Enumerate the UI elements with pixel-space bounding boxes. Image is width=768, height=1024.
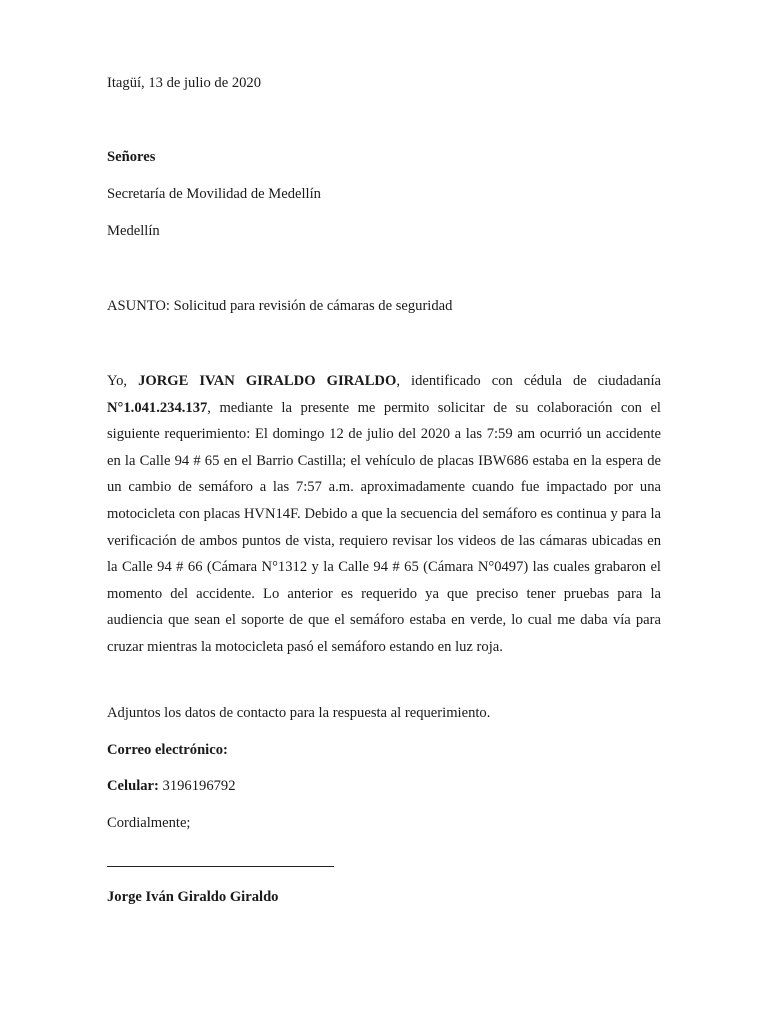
body-paragraph	[107, 368, 661, 661]
phone-value: 3196196792	[158, 778, 236, 794]
subject-line: ASUNTO: Solicitud para revisión de cámaras de seguridad	[107, 298, 453, 314]
recipient-organization: Secretaría de Movilidad de Medellín	[107, 186, 321, 202]
closing-line: Cordialmente;	[107, 815, 191, 831]
body-text: , mediante la presente me permito solicitar de su colaboración con el siguiente requerimiento: El domingo 12 de julio del 2020 a las 7:59 am ocurrió un accidente en la Calle 94 # 65 en el Barrio Castilla; el vehículo de placas IBW686 estaba en la espera de un cambio de semáforo a las 7:57 a.m. aproximadamente cuando fue impactado por una motocicleta con placas HVN14F. Debido a que la secuencia del semáforo es continua y para la verificación de ambos puntos de vista, requiero revisar los videos de las cámaras ubicadas en la Calle 94 # 66 (Cámara N°1312 y la Calle 94 # 65 (Cámara N°0497) las cuales grabaron el momento del accidente. Lo anterior es requerido ya que preciso tener pruebas para la audiencia que sean el soporte de que el semáforo estaba en verde, lo cual me daba vía para cruzar mientras la motocicleta pasó el semáforo estando en luz roja.	[107, 399, 661, 655]
sender-id: N°1.041.234.137	[107, 399, 208, 416]
body-intro: Yo,	[107, 373, 139, 389]
recipient-city: Medellín	[107, 223, 160, 239]
phone-line	[107, 776, 236, 796]
sender-name: JORGE IVAN GIRALDO GIRALDO	[138, 373, 397, 389]
body-after-name: , identificado con cédula de ciudadanía	[396, 373, 661, 389]
attachments-line: Adjuntos los datos de contacto para la respuesta al requerimiento.	[107, 705, 491, 721]
email-label: Correo electrónico:	[107, 742, 228, 758]
recipient-salutation: Señores	[107, 149, 156, 165]
phone-label: Celular:	[107, 778, 159, 794]
signature-name: Jorge Iván Giraldo Giraldo	[107, 889, 279, 905]
date-line: Itagüí, 13 de julio de 2020	[107, 75, 262, 91]
signature-line	[107, 866, 334, 867]
